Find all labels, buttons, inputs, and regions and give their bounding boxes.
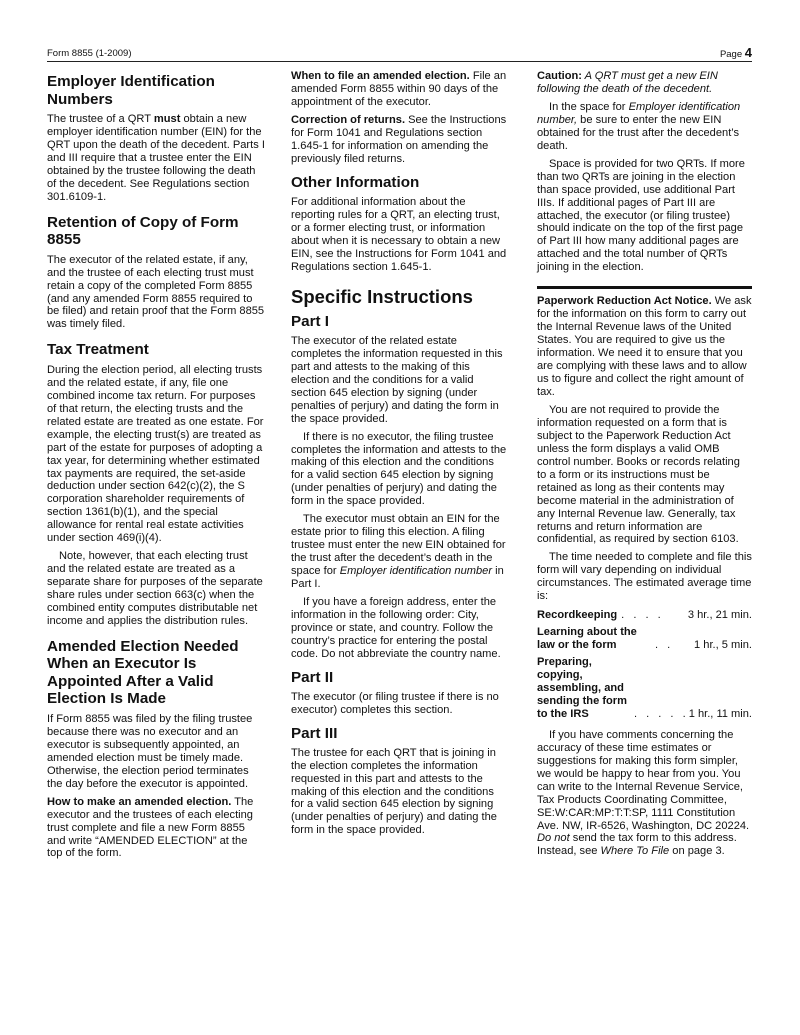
form-id: Form 8855 (1-2009): [47, 48, 132, 59]
correction-paragraph: Correction of returns. See the Instructions for Form 1041 and Regulations section 1.645-1 for information on amending the previously filed returns.: [291, 113, 507, 165]
caution-paragraph: Caution: A QRT must get a new EIN following the death of the decedent.: [537, 70, 718, 95]
page-number: 4: [744, 45, 752, 60]
when-to-file-paragraph: When to file an amended election. File an amended Form 8855 within 90 days of the appointment of the executor.: [291, 70, 507, 108]
heading-specific-instructions: Specific Instructions: [291, 285, 473, 307]
heading-part-1: Part I: [291, 312, 329, 330]
part3-paragraph: The trustee for each QRT that is joining in the election completes the information requested in this part and attests to the making of this election and the conditions for a valid section 645 election by signing (under penalties of perjury) and dating the form in the space provided.: [291, 746, 497, 837]
part1-paragraph-2: If there is no executor, the filing trustee completes the information and attests to the making of this election and the conditions for a valid section 645 election by signing (under penalties of perjury) and dating the form in the space provided.: [291, 430, 507, 508]
not-required-paragraph: You are not required to provide the information requested on a form that is subject to the Paperwork Reduction Act unless the form displays a valid OMB control number. Books or records relating to a form or its instructions must be retained as long as their contents may become material in the administration of any Internal Revenue law. Generally, tax returns and return information are confidential, as required by section 6103.: [537, 403, 740, 546]
time-estimate-table: [537, 609, 752, 721]
heading-part-2: Part II: [291, 668, 334, 686]
column-1: [47, 70, 265, 865]
heading-tax-treatment: Tax Treatment: [47, 341, 149, 359]
how-to-amend-paragraph: How to make an amended election. The executor and the trustees of each electing trust complete and file a new Form 8855 and write “AMENDED ELECTION” at the top of the form.: [47, 795, 254, 860]
tax-paragraph-2: Note, however, that each electing trust and the related estate are treated as a separate share for purposes of the separate share rules under section 663(c) when the combined entity computes distributable net income and applies the distribution rules.: [47, 550, 263, 627]
comments-paragraph: If you have comments concerning the accuracy of these time estimates or suggestions for making this form simpler, we would be happy to hear from you. You can write to the Internal Revenue Service, Tax Products Coordinating Committee, SE:W:CAR:MP:T:T:SP, 1111 Constitution Ave. NW, IR-6526, Washington, DC 20224. Do not send the tax form to this address. Instead, see Where To File on page 3.: [537, 728, 750, 858]
paperwork-reduction-paragraph: Paperwork Reduction Act Notice. We ask for the information on this form to carry out the Internal Revenue laws of the United States. You are required to give us the information. We need it to ensure that you are complying with these laws and to allow us to figure and collect the right amount of tax.: [537, 295, 752, 398]
amended-paragraph: If Form 8855 was filed by the filing trustee because there was no executor and an executor is subsequently appointed, an amended election must be timely made. Otherwise, the election period terminates the day before the executor is appointed.: [47, 712, 253, 790]
part1-paragraph-3: The executor must obtain an EIN for the estate prior to filing this election. A filing trustee must enter the new EIN obtained for the trust after the decedent’s death in the space for Employer identification number in Part I.: [291, 513, 506, 591]
heading-retention: Retention of Copy of Form 8855: [47, 213, 239, 249]
time-row-learning: Learning about the law or the form . . 1 hr., 5 min.: [537, 626, 752, 652]
ein-paragraph: The trustee of a QRT must obtain a new employer identification number (EIN) for the QRT upon the death of the decedent. Parts I and III require that a trustee enter the EIN obtained by the trustee following the death of the decedent. See Regulations section 301.6109-1.: [47, 113, 265, 203]
tax-paragraph-1: During the election period, all electing trusts and the related estate, if any, file one combined income tax return. For purposes of that return, the electing trusts and the related estate are treated as one estate. For example, the electing trust(s) are treated as part of the estate for purposes of adopting a tax year, for determining whether estimated tax payments are required, the set-aside deduction under section 642(c)(2), the S corporation shareholder requirements of section 1361(b)(1), and the special allowance for rental real estate activities under section 469(i)(4).: [47, 363, 264, 545]
section-divider: [537, 286, 752, 289]
column-2: [291, 70, 509, 842]
heading-other-information: Other Information: [291, 173, 420, 191]
column-3: [537, 70, 752, 863]
heading-amended-election: Amended Election Needed When an Executor Is Appointed After a Valid Election Is Made: [47, 637, 239, 708]
page-header: [47, 45, 752, 62]
ein-space-paragraph: In the space for Employer identification number, be sure to enter the new EIN obtained for the trust after the decedent’s death.: [537, 100, 741, 152]
part1-paragraph-4: If you have a foreign address, enter the information in the following order: City, province or state, and country. Follow the country’s practice for entering the postal code. Do not abbreviate the country name.: [291, 596, 501, 660]
other-information-paragraph: For additional information about the reporting rules for a QRT, an electing trust, or a former electing trust, or information about when it is necessary to obtain a new EIN, see the Instructions for Form 1041 and Regulations section 1.645-1.: [291, 196, 507, 273]
heading-ein: Employer Identification Numbers: [47, 73, 215, 108]
time-row-preparing: Preparing, copying, assembling, and sending the form to the IRS . . . . . 1 hr., 11 min.: [537, 656, 752, 720]
time-estimate-paragraph: The time needed to complete and file this form will vary depending on individual circumstances. The estimated average time is:: [537, 551, 752, 603]
heading-part-3: Part III: [291, 724, 338, 742]
retention-paragraph: The executor of the related estate, if any, and the trustee of each electing trust must retain a copy of the completed Form 8855 (and any amended Form 8855 required to be filed) and retain proof that the Form 8855 was timely filed.: [47, 253, 265, 331]
page-number-label: Page 4: [719, 45, 752, 60]
part1-paragraph-1: The executor of the related estate completes the information requested in this part and attests to the making of this election and the conditions for a valid section 645 election by signing (under penalties of perjury) and dating the form in the space provided.: [291, 334, 503, 425]
time-row-recordkeeping: Recordkeeping . . . . 3 hr., 21 min.: [537, 609, 752, 622]
two-qrts-paragraph: Space is provided for two QRTs. If more than two QRTs are joining in the election than space provided, use additional Part IIIs. If additional pages of Part III are attached, the executor (or filing trustee) should indicate on the top of the first page of Part III how many additional pages are attached and the total number of QRTs joining in the election.: [537, 157, 745, 274]
part2-paragraph: The executor (or filing trustee if there is no executor) completes this section.: [291, 690, 499, 716]
